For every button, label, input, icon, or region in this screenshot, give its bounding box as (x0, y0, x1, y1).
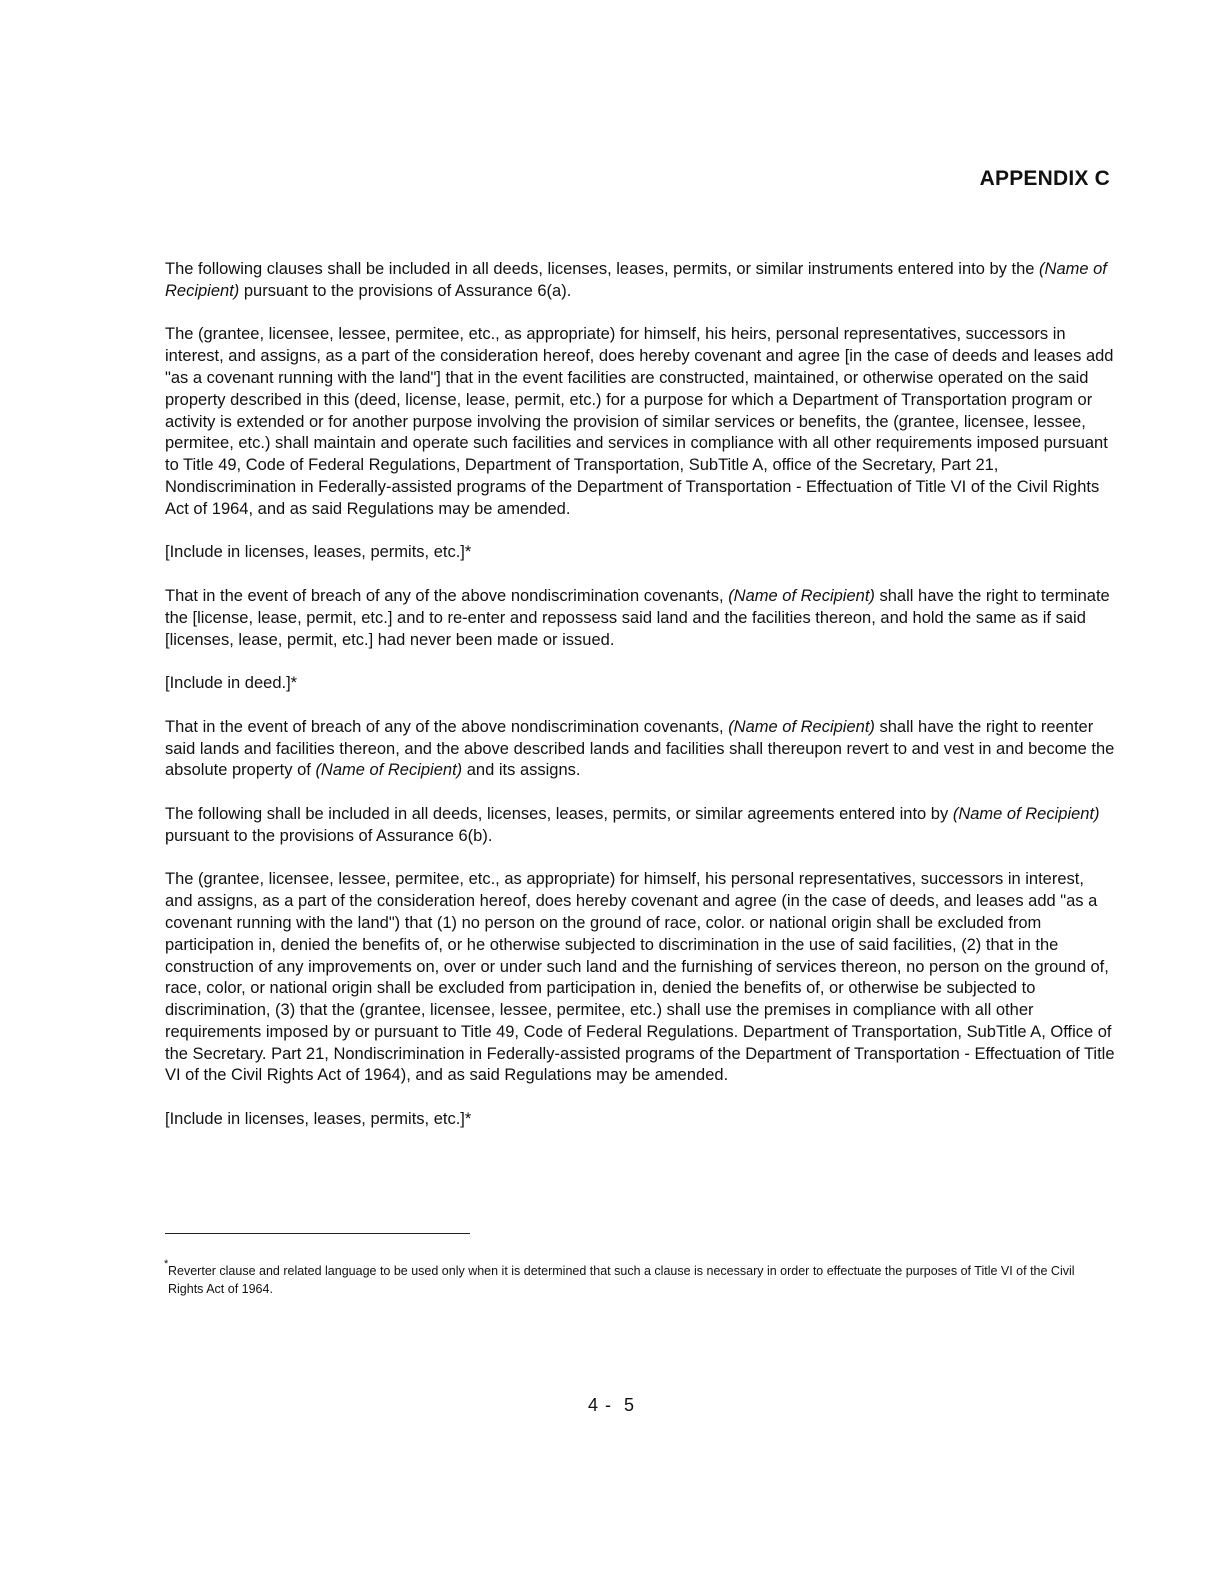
footnote-mark: * (164, 1258, 169, 1270)
breach-revert-paragraph (165, 717, 1115, 782)
include-note-licenses-2: [Include in licenses, leases, permits, etc.]* (165, 1110, 472, 1129)
intro-paragraph-a (165, 259, 1115, 303)
recipient-placeholder: (Name of Recipient) (728, 717, 875, 736)
text-segment: shall have the right to terminate the [license, lease, permit, etc.] and to re-enter and repossess said land and the facilities thereon, and hold the same as if said [licenses, lease, permit, etc.] had never been made or issued. (165, 586, 1110, 649)
include-note-deed: [Include in deed.]* (165, 674, 298, 693)
text-segment: The following clauses shall be included in all deeds, licenses, leases, permits, or similar instruments entered into by the (165, 260, 1040, 278)
footnote (164, 1258, 1088, 1298)
recipient-placeholder: (Name of Recipient) (315, 761, 463, 780)
text-segment: pursuant to the provisions of Assurance 6(b). (165, 826, 493, 845)
covenant-paragraph-a: The (grantee, licensee, lessee, permitee, etc., as appropriate) for himself, his heirs, personal representatives, successors in interest, and assigns, as a part of the consideration hereof, does hereby covenant and agree [in the case of deeds and leases add "as a covenant running with the land"] that in the event facilities are constructed, maintained, or otherwise operated on the said property described in this (deed, license, lease, permit, etc.) for a purpose for which a Department of Transportation program or activity is extended or for another purpose involving the provision of similar services or benefits, the (grantee, licensee, lessee, permitee, etc.) shall maintain and operate such facilities and services in compliance with all other requirements imposed pursuant to Title 49, Code of Federal Regulations, Department of Transportation, SubTitle A, office of the Secretary, Part 21, Nondiscrimination in Federally-assisted programs of the Department of Transportation - Effectuation of Title VI of the Civil Rights Act of 1964, and as said Regulations may be amended. (165, 325, 1114, 518)
text-segment: pursuant to the provisions of Assurance 6(a). (239, 281, 572, 300)
recipient-placeholder: (Name of Recipient) (728, 586, 875, 605)
text-segment: shall have the right to reenter said lands and facilities thereon, and the above described lands and facilities shall thereupon revert to and vest in and become the absolute property of (165, 717, 1115, 780)
document-body (165, 259, 1115, 1153)
page-number (0, 1395, 1223, 1416)
page-number-left: 4 - (587, 1395, 612, 1415)
text-segment: and its assigns. (462, 761, 581, 780)
text-segment: That in the event of breach of any of the above nondiscrimination covenants, (165, 586, 729, 605)
footnote-text: Reverter clause and related language to be used only when it is determined that such a clause is necessary in order to effectuate the purposes of Title VI of the Civil Rights Act of 1964. (168, 1264, 1075, 1296)
recipient-placeholder: (Name of Recipient) (952, 804, 1100, 823)
intro-paragraph-b (165, 804, 1115, 848)
text-segment: That in the event of breach of any of the above nondiscrimination covenants, (165, 717, 729, 736)
breach-terminate-paragraph (165, 586, 1115, 651)
text-segment: The following shall be included in all deeds, licenses, leases, permits, or similar agreements entered into by (165, 804, 953, 823)
include-note-licenses: [Include in licenses, leases, permits, etc.]* (165, 543, 472, 562)
recipient-placeholder: (Name of Recipient) (165, 260, 1107, 300)
footnote-divider (165, 1233, 470, 1234)
page-number-right: 5 (624, 1395, 636, 1415)
appendix-title: APPENDIX C (979, 167, 1110, 190)
covenant-paragraph-b: The (grantee, licensee, lessee, permitee, etc., as appropriate) for himself, his personal representatives, successors in interest, and assigns, as a part of the consideration hereof, does hereby covenant and agree (in the case of deeds, and leases add "as a covenant running with the land") that (1) no person on the ground of race, color. or national origin shall be excluded from participation in, denied the benefits of, or he otherwise subjected to discrimination in the use of said facilities, (2) that in the construction of any improvements on, over or under such land and the furnishing of services thereon, no person on the ground of, race, color, or national origin shall be excluded from participation in, denied the benefits of, or otherwise be subjected to discrimination, (3) that the (grantee, licensee, lessee, permitee, etc.) shall use the premises in compliance with all other requirements imposed by or pursuant to Title 49, Code of Federal Regulations. Department of Transportation, SubTitle A, Office of the Secretary. Part 21, Nondiscrimination in Federally-assisted programs of the Department of Transportation - Effectuation of Title VI of the Civil Rights Act of 1964), and as said Regulations may be amended. (165, 870, 1115, 1085)
